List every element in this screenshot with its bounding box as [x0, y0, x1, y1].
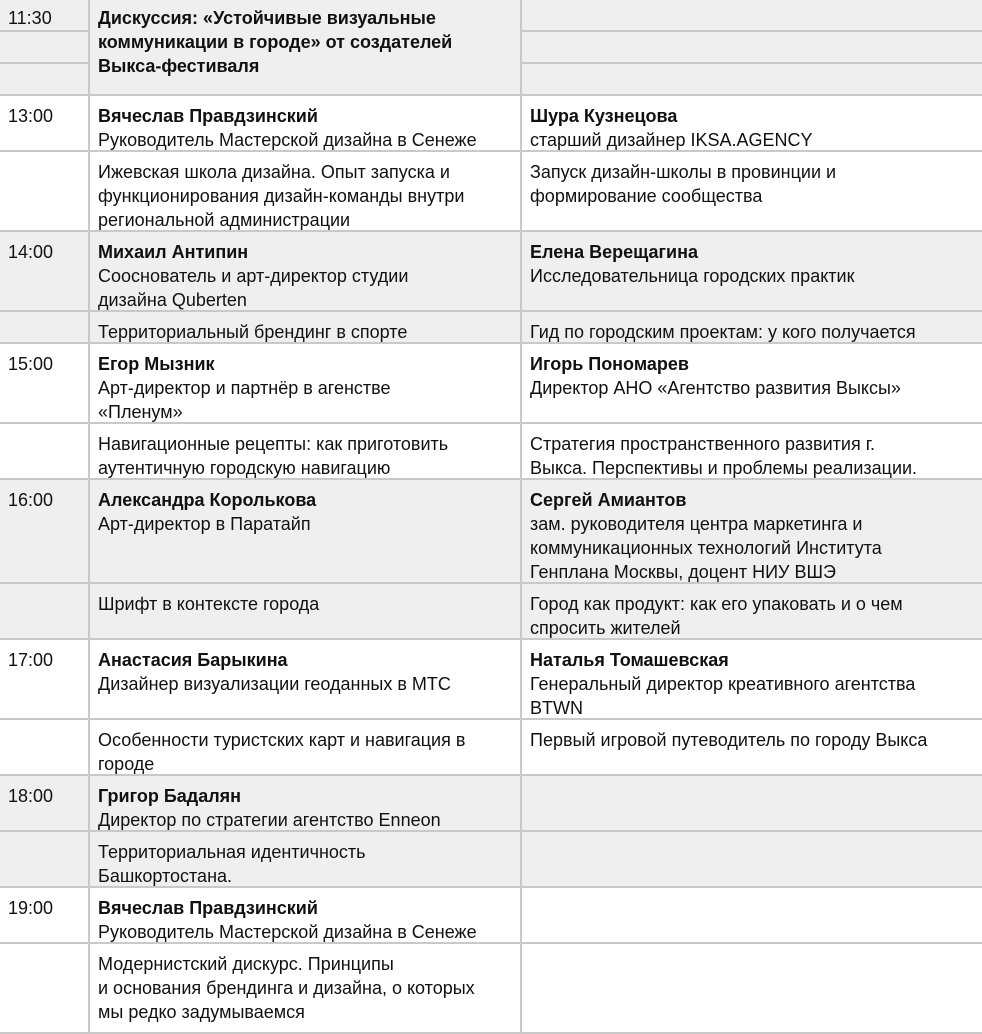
- talk-topic: Ижевская школа дизайна. Опыт запуска и функционирования дизайн-команды внутри региональной администрации: [98, 162, 465, 230]
- speaker-role: Арт-директор и партнёр в агенстве «Пленум»: [98, 378, 391, 422]
- speaker-name: Анастасия Барыкина: [98, 650, 288, 670]
- time-label: 11:30: [8, 8, 52, 28]
- time-cell: [0, 944, 90, 1034]
- talk-topic: Город как продукт: как его упаковать и о чем спросить жителей: [530, 594, 903, 638]
- talk-topic: Особенности туристских карт и навигация в городе: [98, 730, 466, 774]
- speaker-name: Егор Мызник: [98, 354, 215, 374]
- speaker-name: Вячеслав Правдзинский: [98, 106, 318, 126]
- empty-cell: [522, 0, 982, 32]
- speaker-name: Вячеслав Правдзинский: [98, 898, 318, 918]
- speaker-role: Директор по стратегии агентство Enneon: [98, 810, 441, 830]
- time-label: 17:00: [8, 650, 54, 670]
- speaker-role: Руководитель Мастерской дизайна в Сенеже: [98, 130, 477, 150]
- speaker-name: Игорь Пономарев: [530, 354, 689, 374]
- speaker-name: Наталья Томашевская: [530, 650, 729, 670]
- speaker-name: Михаил Антипин: [98, 242, 249, 262]
- empty-cell: [522, 64, 982, 96]
- time-label: 13:00: [8, 106, 54, 126]
- time-label: 14:00: [8, 242, 54, 262]
- time-cell: [0, 32, 90, 64]
- speaker-role: Директор АНО «Агентство развития Выксы»: [530, 378, 901, 398]
- empty-cell: [522, 32, 982, 64]
- time-cell: [0, 832, 90, 888]
- time-label: 18:00: [8, 786, 54, 806]
- talk-topic: Гид по городским проектам: у кого получается: [530, 322, 916, 342]
- time-cell: [0, 584, 90, 640]
- session-title: Дискуссия: «Устойчивые визуальные коммуникации в городе» от создателей Выкса-фестиваля: [98, 8, 453, 76]
- speaker-name: Григор Бадалян: [98, 786, 242, 806]
- time-label: 19:00: [8, 898, 54, 918]
- talk-topic: Территориальная идентичность Башкортостана.: [98, 842, 366, 886]
- speaker-name: Сергей Амиантов: [530, 490, 687, 510]
- speaker-cell: [522, 888, 982, 944]
- speaker-role: Сооснователь и арт-директор студии дизайна Quberten: [98, 266, 409, 310]
- talk-topic: Стратегия пространственного развития г. Выкса. Перспективы и проблемы реализации.: [530, 434, 918, 478]
- speaker-role: Генеральный директор креативного агентства BTWN: [530, 674, 916, 718]
- talk-topic: Первый игровой путеводитель по городу Выкса: [530, 730, 928, 750]
- speaker-role: Арт-директор в Паратайп: [98, 514, 311, 534]
- time-cell: [0, 312, 90, 344]
- time-label: 15:00: [8, 354, 54, 374]
- time-cell: [0, 64, 90, 96]
- speaker-role: зам. руководителя центра маркетинга и коммуникационных технологий Института Генплана Москвы, доцент НИУ ВШЭ: [530, 514, 882, 582]
- topic-cell: [522, 832, 982, 888]
- speaker-role: Дизайнер визуализации геоданных в МТС: [98, 674, 451, 694]
- speaker-cell: [522, 776, 982, 832]
- speaker-name: Шура Кузнецова: [530, 106, 678, 126]
- speaker-role: старший дизайнер IKSA.AGENCY: [530, 130, 813, 150]
- talk-topic: Территориальный брендинг в спорте: [98, 322, 408, 342]
- speaker-name: Елена Верещагина: [530, 242, 698, 262]
- time-cell: [0, 424, 90, 480]
- time-cell: [0, 720, 90, 776]
- speaker-role: Исследовательница городских практик: [530, 266, 855, 286]
- time-cell: [0, 152, 90, 232]
- time-label: 16:00: [8, 490, 54, 510]
- topic-cell: [522, 944, 982, 1034]
- talk-topic: Навигационные рецепты: как приготовить аутентичную городскую навигацию: [98, 434, 449, 478]
- talk-topic: Модернистский дискурс. Принципы и основания брендинга и дизайна, о которых мы редко задумываемся: [98, 954, 475, 1022]
- speaker-name: Александра Королькова: [98, 490, 317, 510]
- talk-topic: Запуск дизайн-школы в провинции и формирование сообщества: [530, 162, 837, 206]
- speaker-role: Руководитель Мастерской дизайна в Сенеже: [98, 922, 477, 942]
- talk-topic: Шрифт в контексте города: [98, 594, 320, 614]
